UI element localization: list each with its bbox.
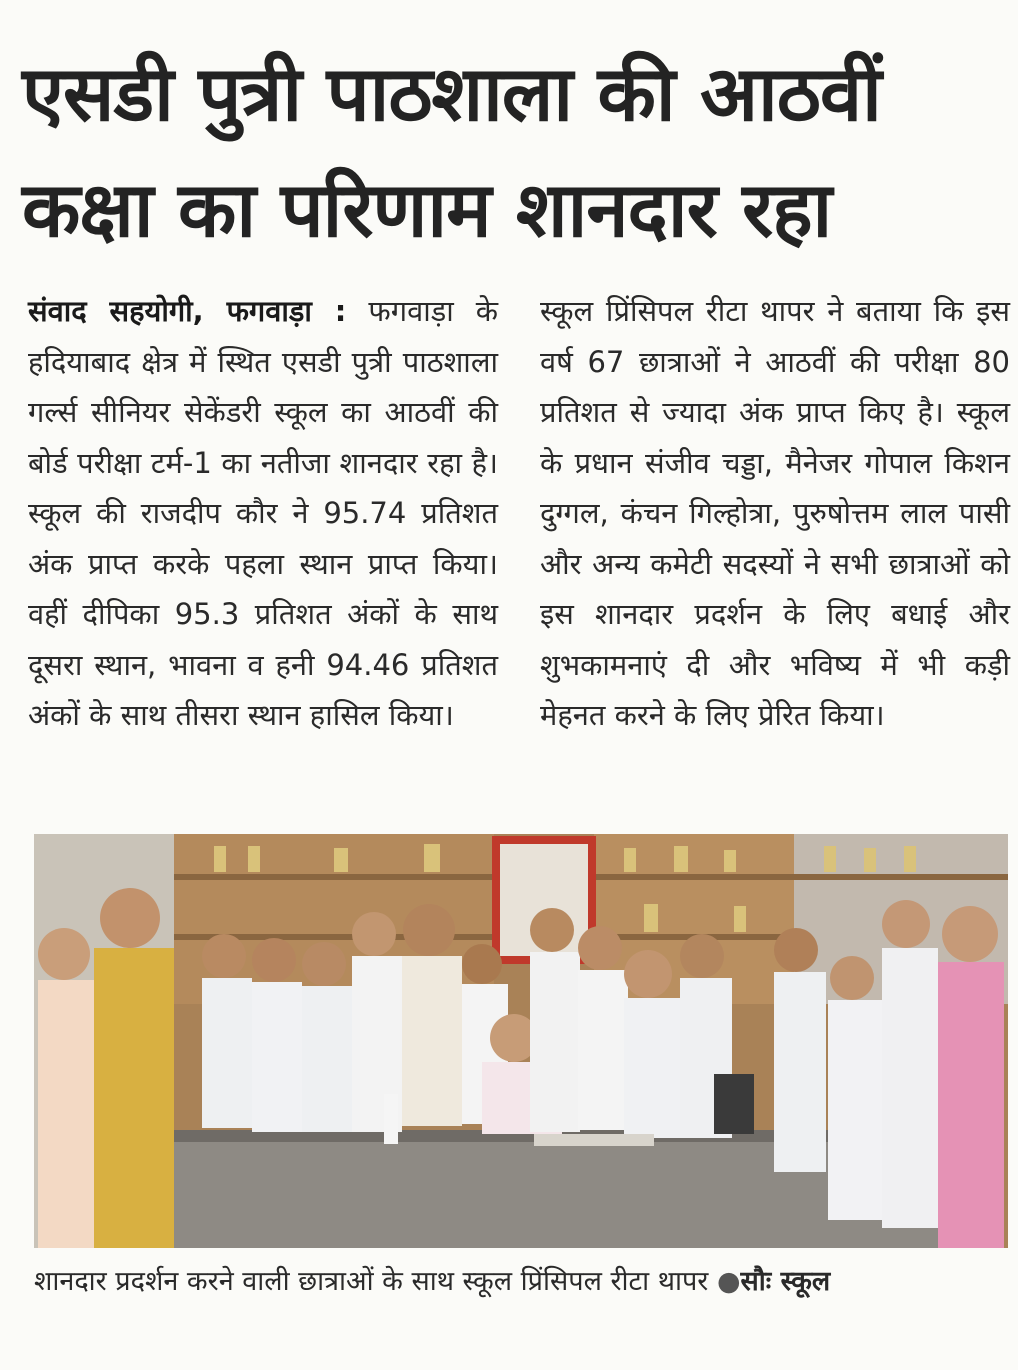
article-column-left xyxy=(28,286,498,741)
headline xyxy=(22,36,1002,268)
group-photo-illustration xyxy=(34,834,1008,1248)
article-text-right: स्कूल प्रिंसिपल रीटा थापर ने बताया कि इस वर्ष 67 छात्राओं ने आठवीं की परीक्षा 80 प्रतिशत से ज्यादा अंक प्राप्त किए है। स्कूल के प्रधान संजीव चड्डा, मैनेजर गोपाल किशन दुग्गल, कंचन गिल्होत्रा, पुरुषोत्तम लाल पासी और अन्य कमेटी सदस्यों ने सभी छात्राओं को इस शानदार प्रदर्शन के लिए बधाई और शुभकामनाएं दी और भविष्य में भी कड़ी मेहनत करने के लिए प्रेरित किया। xyxy=(540,294,1010,732)
caption-bullet: ● xyxy=(716,1266,741,1297)
dateline: संवाद सहयोगी, फगवाड़ा : xyxy=(28,294,347,328)
article-column-right xyxy=(540,286,1010,741)
headline-line-2: कक्षा का परिणाम शानदार रहा xyxy=(22,165,832,254)
article-text-left: फगवाड़ा के हदियाबाद क्षेत्र में स्थित एसडी पुत्री पाठशाला गर्ल्स सीनियर सेकेंडरी स्कूल का आठवीं की बोर्ड परीक्षा टर्म-1 का नतीजा शानदार रहा है। स्कूल की राजदीप कौर ने 95.74 प्रतिशत अंक प्राप्त करके पहला स्थान प्राप्त किया। वहीं दीपिका 95.3 प्रतिशत अंकों के साथ दूसरा स्थान, भावना व हनी 94.46 प्रतिशत अंकों के साथ तीसरा स्थान हासिल किया। xyxy=(28,294,499,732)
photo-caption xyxy=(34,1262,1008,1302)
headline-line-1: एसडी पुत्री पाठशाला की आठवीं xyxy=(22,49,881,138)
photo-credit: सौः स्कूल xyxy=(740,1266,831,1297)
caption-text: शानदार प्रदर्शन करने वाली छात्राओं के साथ स्कूल प्रिंसिपल रीटा थापर xyxy=(34,1266,709,1297)
article-paragraph-left xyxy=(28,286,498,741)
group-photo xyxy=(34,834,1008,1248)
